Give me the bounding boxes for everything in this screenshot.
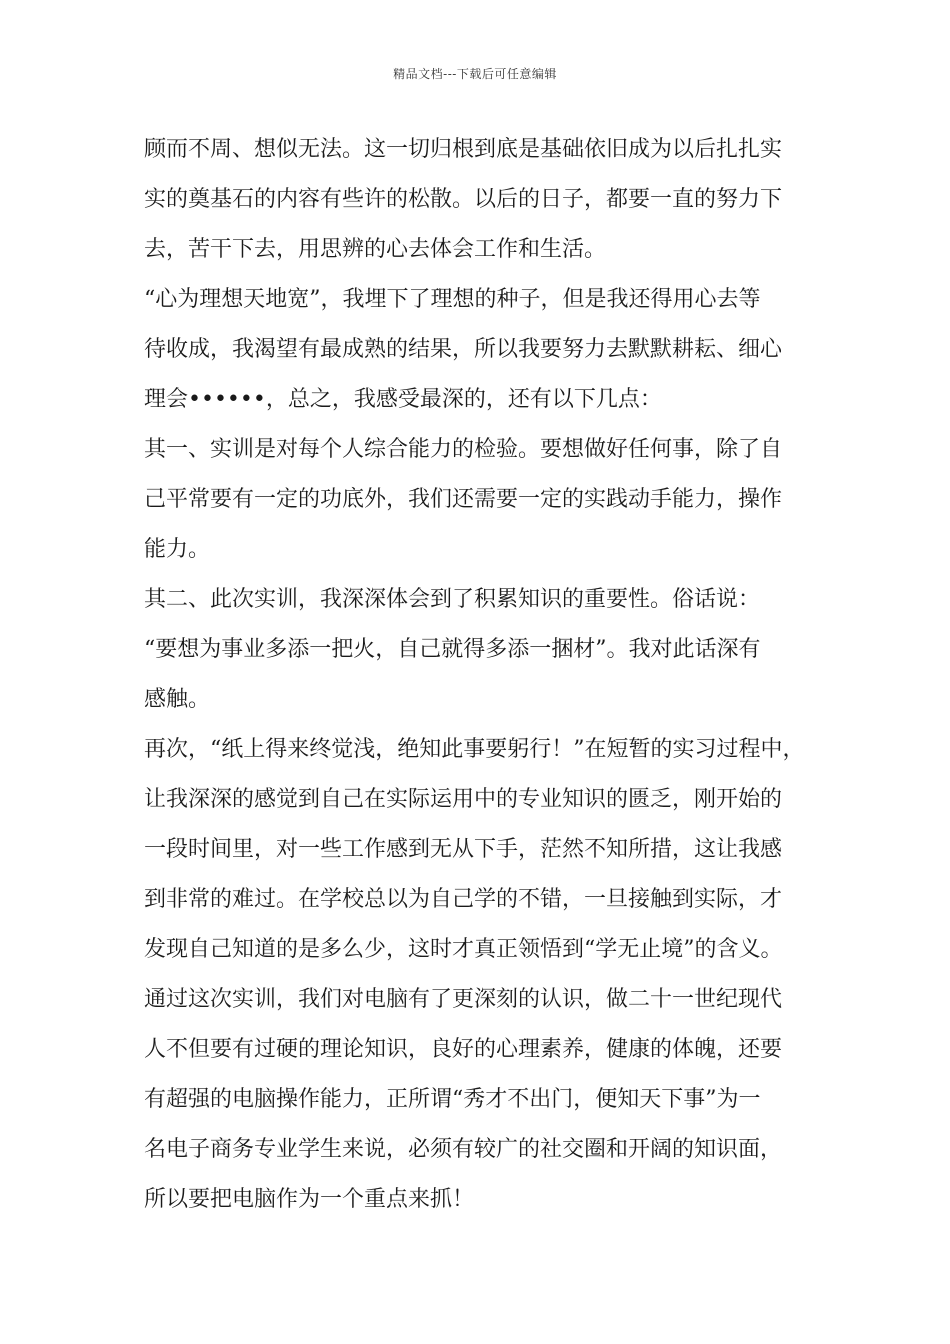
- text-line: 再次，“纸上得来终觉浅，绝知此事要躬行！”在短暂的实习过程中，: [144, 737, 805, 762]
- text-line: 理会••••••，总之，我感受最深的，还有以下几点：: [144, 387, 662, 412]
- text-line: 去，苦干下去，用思辨的心去体会工作和生活。: [144, 237, 607, 262]
- text-line: 其一、实训是对每个人综合能力的检验。要想做好任何事，除了自: [144, 437, 783, 462]
- text-line: 己平常要有一定的功底外，我们还需要一定的实践动手能力，操作: [144, 487, 783, 512]
- text-line: 其二、此次实训，我深深体会到了积累知识的重要性。俗话说：: [144, 587, 761, 612]
- text-line: 通过这次实训，我们对电脑有了更深刻的认识，做二十一世纪现代: [144, 987, 783, 1012]
- text-line: 待收成，我渴望有最成熟的结果，所以我要努力去默默耕耘、细心: [144, 337, 783, 362]
- document-body: [144, 125, 824, 1225]
- text-line: 名电子商务专业学生来说，必须有较广的社交圈和开阔的知识面，: [144, 1137, 783, 1162]
- text-line: 实的奠基石的内容有些许的松散。以后的日子，都要一直的努力下: [144, 187, 783, 212]
- text-line: 到非常的难过。在学校总以为自己学的不错，一旦接触到实际，才: [144, 887, 783, 912]
- text-line: 发现自己知道的是多么少，这时才真正领悟到“学无止境”的含义。: [144, 937, 783, 962]
- page-header: 精品文档---下载后可任意编辑: [393, 67, 557, 81]
- text-line: 让我深深的感觉到自己在实际运用中的专业知识的匮乏，刚开始的: [144, 787, 783, 812]
- text-line: “心为理想天地宽”，我埋下了理想的种子，但是我还得用心去等: [144, 287, 761, 312]
- text-line: “要想为事业多添一把火，自己就得多添一捆材”。我对此话深有: [144, 637, 761, 662]
- text-line: 所以要把电脑作为一个重点来抓！: [144, 1187, 475, 1212]
- text-line: 人不但要有过硬的理论知识，良好的心理素养，健康的体魄，还要: [144, 1037, 783, 1062]
- text-line: 感触。: [144, 687, 211, 712]
- text-line: 能力。: [144, 537, 211, 562]
- text-line: 有超强的电脑操作能力，正所谓“秀才不出门，便知天下事”为一: [144, 1087, 761, 1112]
- text-line: 顾而不周、想似无法。这一切归根到底是基础依旧成为以后扎扎实: [144, 137, 783, 162]
- text-line: 一段时间里，对一些工作感到无从下手，茫然不知所措，这让我感: [144, 837, 783, 862]
